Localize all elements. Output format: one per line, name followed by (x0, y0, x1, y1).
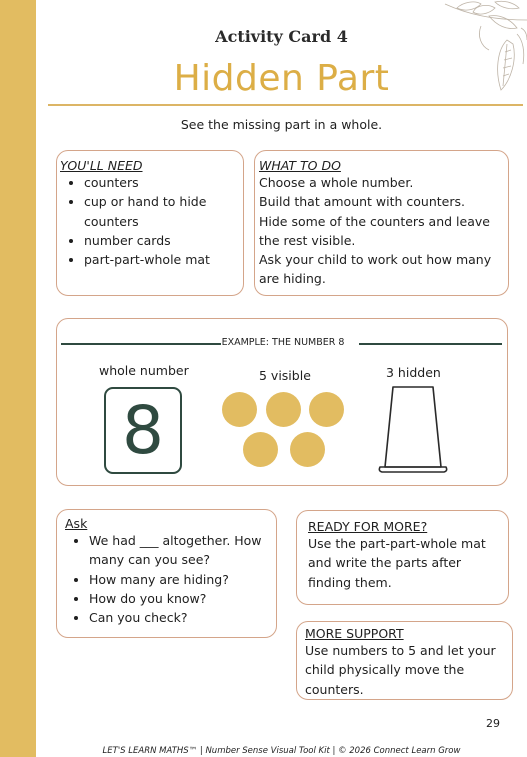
step-text: Build that amount with counters. (259, 194, 465, 210)
more-support-heading: MORE SUPPORT (305, 626, 404, 641)
list-item: • How do you know? (89, 589, 270, 608)
counter (290, 432, 325, 467)
ask-list (65, 531, 270, 627)
list-item: • counters (84, 173, 237, 192)
page-subtitle: See the missing part in a whole. (180, 117, 383, 132)
title-divider (48, 104, 523, 106)
ask-heading: Ask (65, 516, 88, 531)
more-support-box (296, 621, 513, 700)
example-box (56, 318, 508, 486)
youll-need-list (60, 173, 237, 269)
ready-for-more-box (296, 510, 509, 605)
ready-for-more-text: Use the part-part-whole mat and write the parts after finding them. (308, 536, 486, 590)
number-card (104, 387, 182, 474)
activity-card-label: Activity Card 4 (215, 27, 348, 46)
list-item: • cup or hand to hide counters (84, 192, 237, 231)
youll-need-heading: YOU'LL NEED (60, 158, 143, 173)
step-text: Choose a whole number. (259, 175, 414, 190)
what-to-do-box (254, 150, 509, 296)
counter (243, 432, 278, 467)
step-text: Ask your child to work out how many are hiding. (259, 252, 492, 287)
page-number: 29 (486, 717, 500, 730)
ask-box (56, 509, 277, 638)
list-item: • How many are hiding? (89, 570, 270, 589)
what-to-do-heading: WHAT TO DO (259, 158, 341, 173)
counter (309, 392, 344, 427)
page-title: Hidden Part (173, 58, 390, 99)
whole-number-caption: whole number (99, 363, 189, 378)
side-accent-bar (0, 0, 36, 757)
counter (266, 392, 301, 427)
step-text: Hide some of the counters and leave the rest visible. (259, 213, 490, 248)
hidden-caption: 3 hidden (386, 365, 441, 380)
youll-need-box (56, 150, 244, 296)
list-item: • We had ___ altogether. How many can you see? (89, 531, 270, 570)
footer-text: LET'S LEARN MATHS™ | Number Sense Visual Tool Kit | © 2026 Connect Learn Grow (102, 746, 461, 756)
visible-caption: 5 visible (259, 368, 311, 383)
list-item: • part-part-whole mat (84, 250, 237, 269)
ready-for-more-heading: READY FOR MORE? (308, 519, 428, 534)
example-label: EXAMPLE: THE NUMBER 8 (221, 337, 345, 348)
number-card-value: 8 (122, 391, 164, 469)
counter (222, 392, 257, 427)
cup-icon (375, 383, 451, 475)
list-item: • Can you check? (89, 608, 270, 627)
more-support-text: Use numbers to 5 and let your child physically move the counters. (305, 643, 496, 697)
list-item: • number cards (84, 231, 237, 250)
